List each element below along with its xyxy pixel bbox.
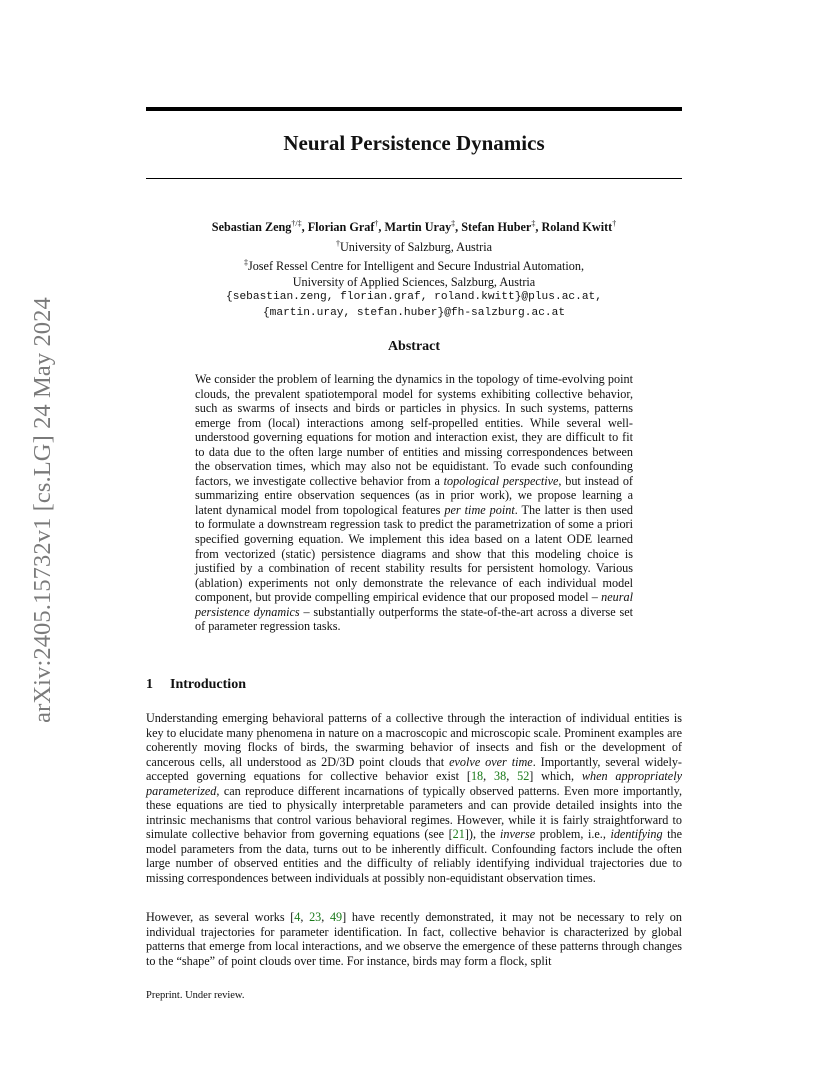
affiliation-mark: †: [374, 219, 379, 228]
citation-link[interactable]: 49: [329, 910, 343, 924]
separator: ,: [483, 769, 495, 784]
text-run: We consider the problem of learning the dynamics in the topology of time-evolving point clouds, the prevalent spatiotemporal model for systems exhibiting collective behavior, such as swarms of insects and birds or particles in physics. In such systems, patterns emerge from (local) interactions among self-propelled entities. While several well-understood governing equations for motion and interaction exist, they are difficult to fit to data due to the often large number of entities and missing correspondences between the observation times, which may also not be equidistant. To evade such confounding factors, we investigate collective behavior from a: [195, 372, 633, 488]
emphasis: topological perspective: [443, 473, 559, 488]
intro-paragraph-1: [146, 711, 682, 886]
affiliation-mark: ‡: [531, 219, 536, 228]
arxiv-id-text: arXiv:2405.15732v1 [cs.LG] 24 May 2024: [29, 297, 56, 723]
emphasis: identifying: [610, 827, 663, 842]
affiliation-mark: †: [612, 219, 617, 228]
citation-link[interactable]: 21: [452, 827, 465, 842]
author-name: Sebastian Zeng: [211, 220, 292, 235]
section-title: Introduction: [170, 677, 246, 692]
text-run: the model parameters from the data, turns out to be inherently difficult. Confounding factors include the often large number of observed entities and the difficulty of reliably identifying individual trajectories due to missing correspondences between individuals at possibly non-equidistant observation times.: [146, 827, 682, 886]
separator: ,: [455, 220, 462, 235]
author-names: [146, 216, 682, 236]
citation-link[interactable]: 18: [470, 769, 484, 784]
abstract-text: [195, 372, 633, 634]
affiliation-mark: ‡: [451, 219, 456, 228]
separator: ,: [506, 769, 518, 784]
affiliation-mark: ‡: [243, 258, 248, 268]
author-name: Roland Kwitt: [541, 220, 613, 235]
arxiv-identifier-stamp: [18, 260, 68, 760]
text-run: – substantially outperforms the state-of-the-art across a diverse set of parameter regression tasks.: [195, 604, 633, 634]
affiliation-text: University of Salzburg, Austria: [339, 239, 493, 254]
section-number: 1: [146, 677, 153, 692]
abstract-heading: Abstract: [387, 339, 441, 354]
author-name: Martin Uray: [384, 220, 452, 235]
separator: ,: [378, 220, 385, 235]
affiliation-2-line-2: University of Applied Sciences, Salzburg, Austria: [292, 274, 536, 289]
citation-link[interactable]: 38: [494, 769, 507, 784]
email-line-2: {martin.uray, stefan.huber}@fh-salzburg.ac.at: [262, 306, 566, 319]
text-run: ]), the: [464, 827, 500, 842]
email-line-1: {sebastian.zeng, florian.graf, roland.kwitt}@plus.ac.at,: [226, 291, 602, 304]
emphasis: when appropriately parameterized: [146, 769, 682, 798]
affiliation-text: Josef Ressel Centre for Intelligent and Secure Industrial Automation,: [247, 259, 585, 274]
author-name: Florian Graf: [307, 220, 375, 235]
text-run: problem, i.e.,: [535, 827, 611, 842]
separator: ,: [535, 220, 542, 235]
emphasis: neural persistence dynamics: [195, 590, 633, 619]
separator: ,: [300, 910, 310, 924]
text-run: , but instead of summarizing entire observation sequences (as in prior work), we propose learning a latent dynamical model from topological features: [195, 473, 633, 517]
affiliation-1: [146, 236, 682, 256]
emphasis: inverse: [499, 827, 536, 842]
affiliation-mark: †/‡: [291, 219, 302, 228]
preprint-footer: Preprint. Under review.: [146, 990, 245, 1001]
text-run: , can reproduce different incarnations of typically observed patterns. Even more importantly, these equations are tied to physically interpretable parameters and can provide detailed insights into the intrinsic mechanisms that control various behavioral regimes. However, while it is fairly straightforward to simulate collective behavior from governing equations (see [: [146, 783, 682, 842]
text-run: However, as several works [: [146, 910, 295, 924]
paper-title: Neural Persistence Dynamics: [283, 131, 545, 155]
author-name: Stefan Huber: [461, 220, 532, 235]
author-block: [146, 216, 682, 321]
intro-paragraph-2: [146, 910, 682, 968]
emphasis: per time point: [444, 502, 515, 517]
text-run: Understanding emerging behavioral patterns of a collective through the interaction of individual entities is key to elucidate many phenomena in nature on a macroscopic and microscopic scale. Prominent examples are coherently moving flocks of birds, the swarming behavior of insects and fish or the development of cancerous cells, all understood as 2D/3D point clouds that: [146, 711, 682, 769]
title-top-rule: [146, 107, 682, 111]
emphasis: evolve over time: [449, 754, 533, 769]
text-run: ] have recently demonstrated, it may not be necessary to rely on individual trajectories for parameter identification. In fact, collective behavior is characterized by global patterns that emerge from local interactions, and we observe the emergence of these patterns through changes to the “shape” of point clouds over time. For instance, birds may form a flock, split: [146, 910, 682, 968]
text-run: ] which,: [529, 769, 582, 784]
citation-link[interactable]: 4: [294, 910, 301, 924]
section-heading-introduction: [146, 677, 246, 693]
affiliation-mark: †: [335, 238, 340, 248]
citation-link[interactable]: 52: [517, 769, 530, 784]
affiliation-2: [146, 255, 682, 275]
text-run: . The latter is then used to formulate a downstream regression task to predict the parametrization of some a priori specified governing equation. We implement this idea based on a latent ODE learned from vectorized (static) persistence diagrams and show that this modeling choice is justified by a combination of recent stability results for persistent homology. Various (ablation) experiments not only demonstrate the relevance of each individual model component, but provide compelling empirical evidence that our proposed model –: [195, 502, 633, 605]
text-run: . Importantly, several widely-accepted governing equations for collective behavior exist [: [146, 754, 682, 784]
separator: ,: [301, 220, 308, 235]
separator: ,: [321, 910, 330, 924]
citation-link[interactable]: 23: [309, 910, 322, 924]
title-bottom-rule: [146, 178, 682, 179]
